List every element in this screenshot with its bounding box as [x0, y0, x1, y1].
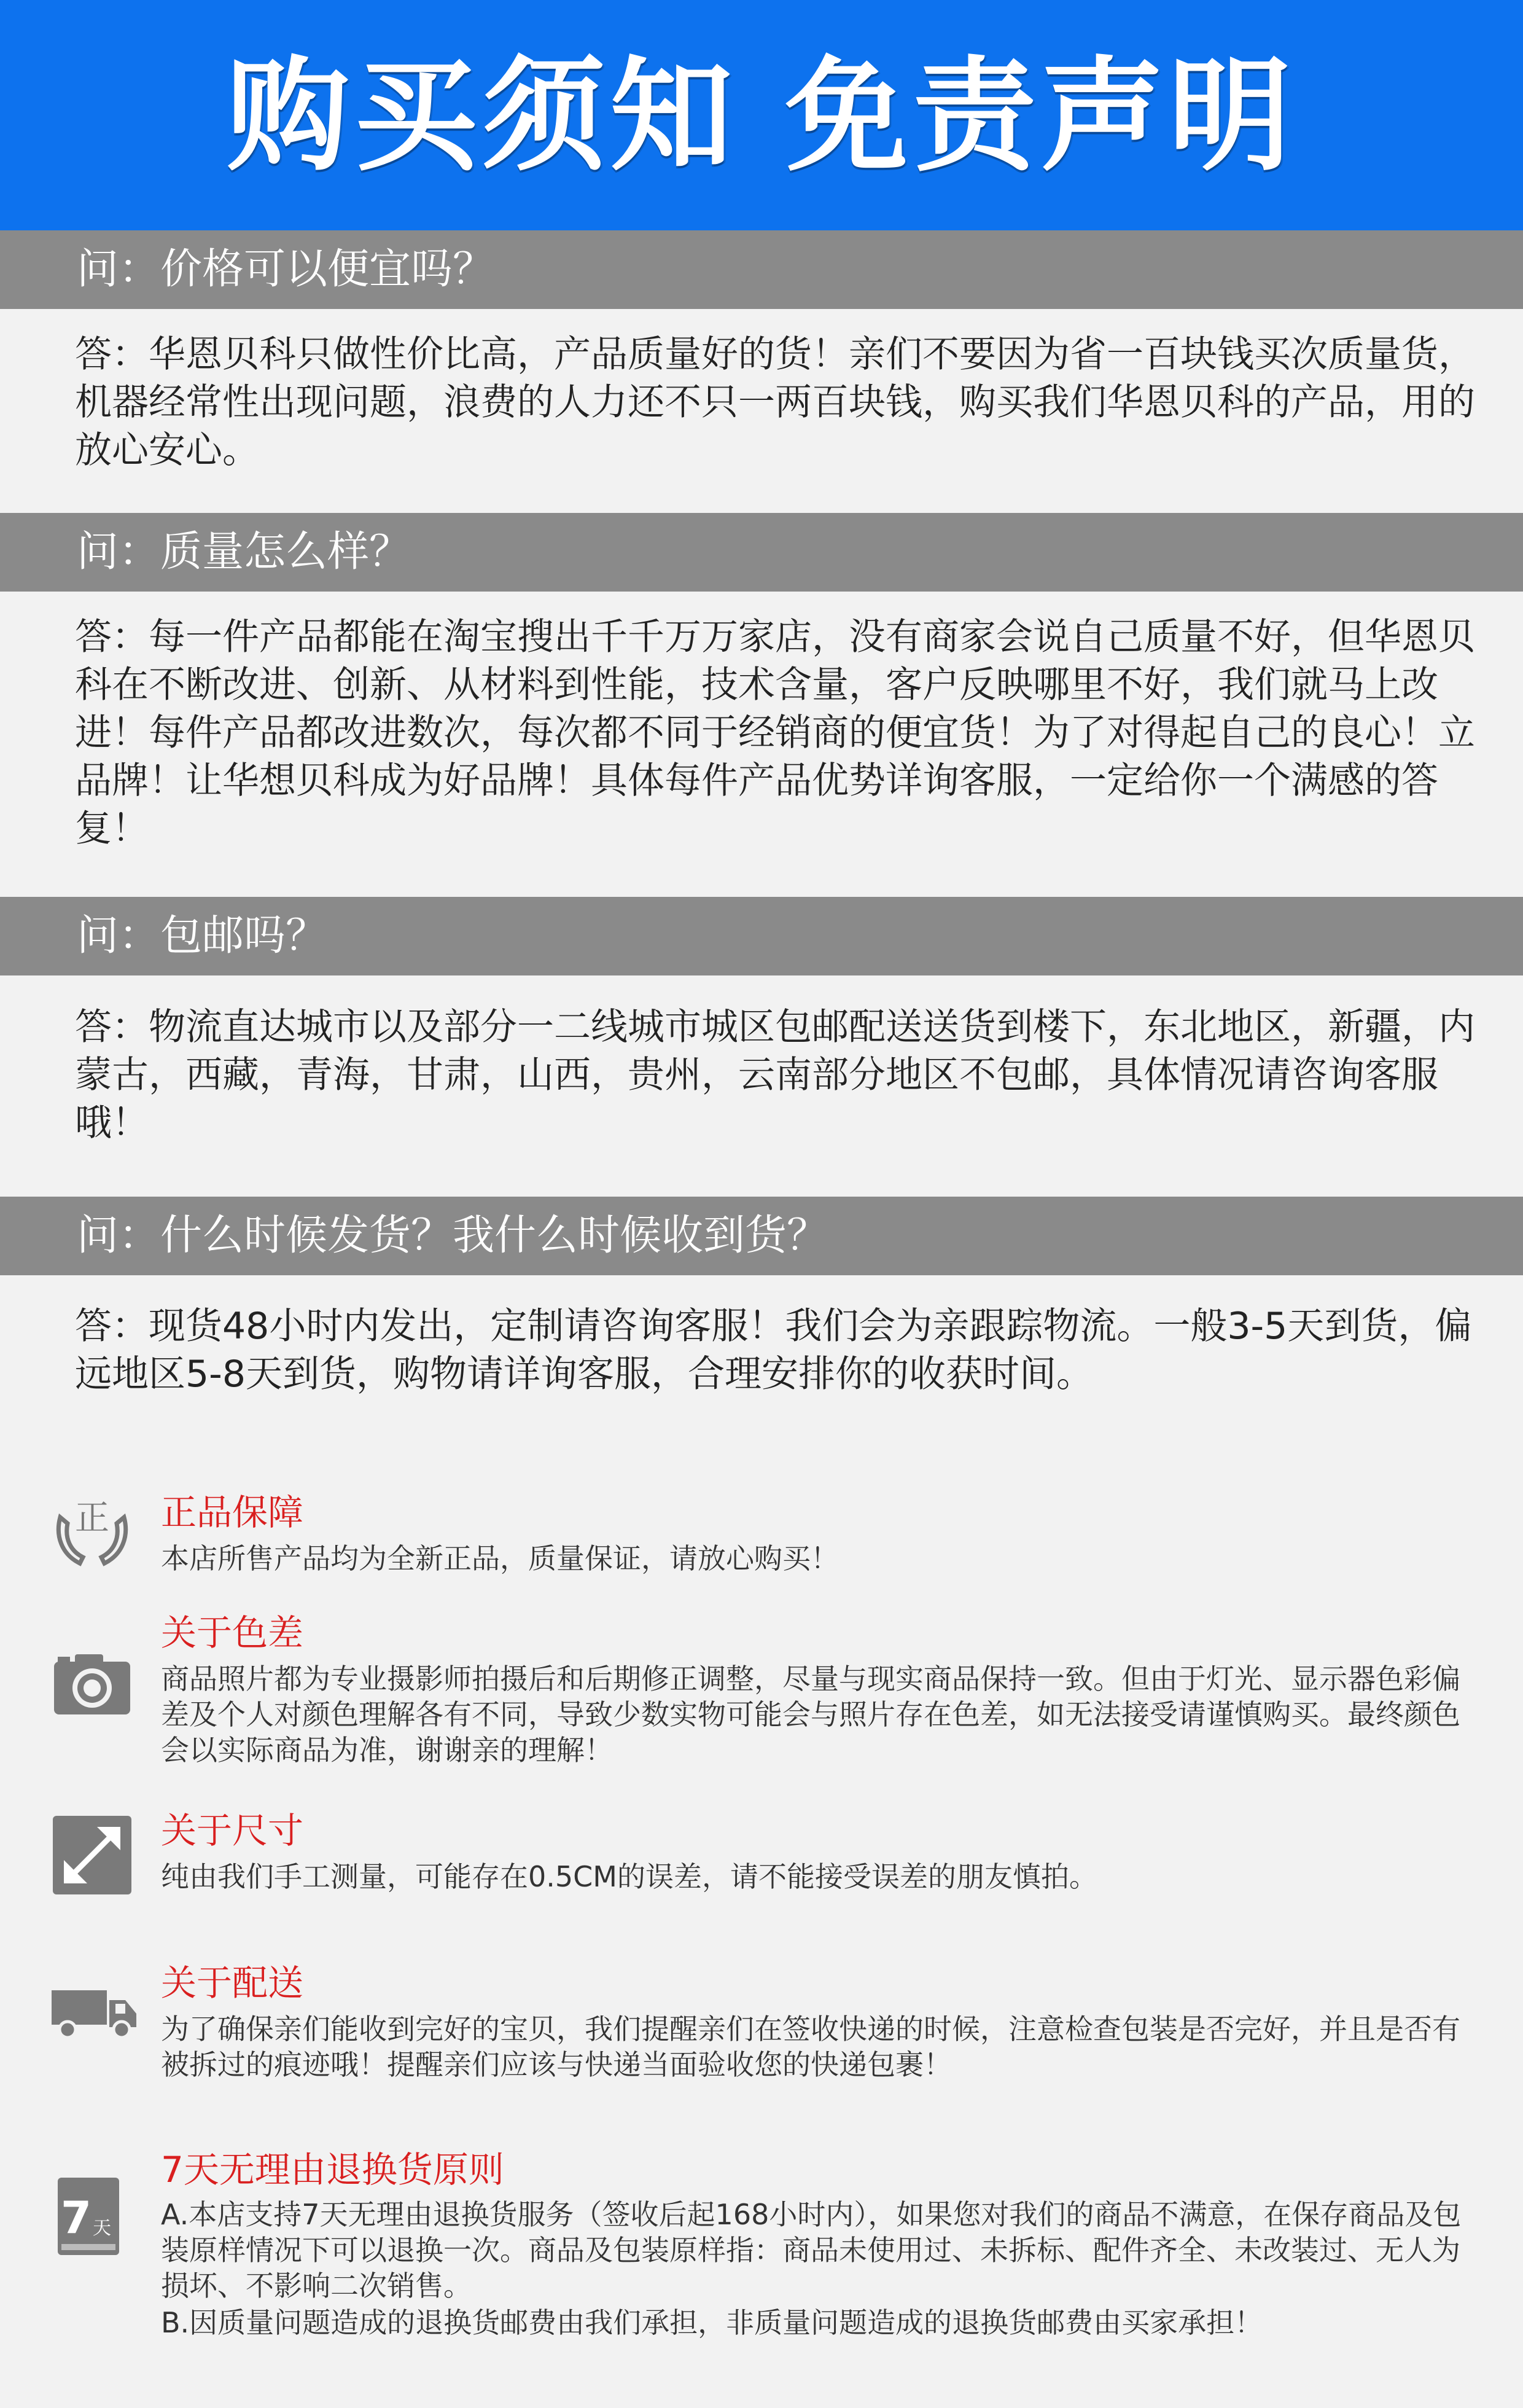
seven-day-calendar-icon: [49, 2172, 135, 2258]
camera-icon: [49, 1643, 135, 1729]
feature-title-delivery: 关于配送: [161, 1962, 304, 2004]
faq-question-price: 问：价格可以便宜吗？: [0, 230, 1523, 309]
header-banner: [0, 0, 1523, 230]
feature-text-color: 商品照片都为专业摄影师拍摄后和后期修正调整，尽量与现实商品保持一致。但由于灯光、显示器色彩偏差及个人对颜色理解各有不同，导致少数实物可能会与照片存在色差，如无法接受请谨慎购买。最终颜色会以实际商品为准，谢谢亲的理解！: [161, 1662, 1460, 1767]
resize-arrow-icon: [49, 1812, 135, 1898]
feature-text-return-b: B.因质量问题造成的退换货邮费由我们承担，非质量问题造成的退换货邮费由买家承担！: [161, 2306, 1263, 2339]
page-title: 购买须知 免责声明: [227, 45, 1296, 188]
feature-text-delivery: 为了确保亲们能收到完好的宝贝，我们提醒亲们在签收快递的时候，注意检查包装是否完好，并且是否有被拆过的痕迹哦！提醒亲们应该与快递当面验收您的快递包裹！: [161, 2012, 1460, 2081]
feature-text-size: 纯由我们手工测量，可能存在0.5CM的误差，请不能接受误差的朋友慎拍。: [161, 1860, 1097, 1893]
svg-text:7: 7: [60, 2192, 92, 2243]
svg-text:正: 正: [75, 1498, 109, 1538]
feature-text-return-a: A.本店支持7天无理由退换货服务（签收后起168小时内），如果您对我们的商品不满意，在保存商品及包装原样情况下可以退换一次。商品及包装原样指：商品未使用过、未拆标、配件齐全、未改装过、无人为损坏、不影响二次销售。: [161, 2198, 1462, 2302]
feature-title-return: 7天无理由退换货原则: [161, 2149, 504, 2191]
svg-text:天: 天: [93, 2218, 111, 2239]
faq-question-delivery-time: 问：什么时候发货？我什么时候收到货？: [0, 1197, 1523, 1275]
faq-answer-quality: 答：每一件产品都能在淘宝搜出千千万万家店，没有商家会说自己质量不好，但华恩贝科在不断改进、创新、从材料到性能，技术含量，客户反映哪里不好，我们就马上改进！每件产品都改进数次，每次都不同于经销商的便宜货！为了对得起自己的良心！立品牌！让华想贝科成为好品牌！具体每件产品优势详询客服，一定给你一个满感的答复！: [75, 616, 1475, 850]
feature-title-color: 关于色差: [161, 1612, 304, 1654]
faq-answer-price: 答：华恩贝科只做性价比高，产品质量好的货！亲们不要因为省一百块钱买次质量货，机器经常性出现问题，浪费的人力还不只一两百块钱，购买我们华恩贝科的产品，用的放心安心。: [75, 333, 1475, 472]
faq-answer-delivery-time: 答：现货48小时内发出，定制请咨询客服！我们会为亲跟踪物流。一般3-5天到货，偏远地区5-8天到货，购物请详询客服，合理安排你的收获时间。: [75, 1305, 1472, 1396]
faq-answer-shipping: 答：物流直达城市以及部分一二线城市城区包邮配送送货到楼下，东北地区，新疆，内蒙古，西藏，青海，甘肃，山西，贵州，云南部分地区不包邮，具体情况请咨询客服哦！: [75, 1006, 1475, 1144]
feature-title-genuine: 正品保障: [161, 1491, 304, 1533]
faq-question-shipping: 问：包邮吗？: [0, 897, 1523, 975]
feature-text-genuine: 本店所售产品均为全新正品，质量保证，请放心购买！: [161, 1542, 839, 1575]
feature-title-size: 关于尺寸: [161, 1810, 304, 1851]
faq-question-quality: 问：质量怎么样？: [0, 513, 1523, 592]
genuine-hands-icon: [49, 1493, 135, 1579]
delivery-truck-icon: [49, 1966, 135, 2052]
